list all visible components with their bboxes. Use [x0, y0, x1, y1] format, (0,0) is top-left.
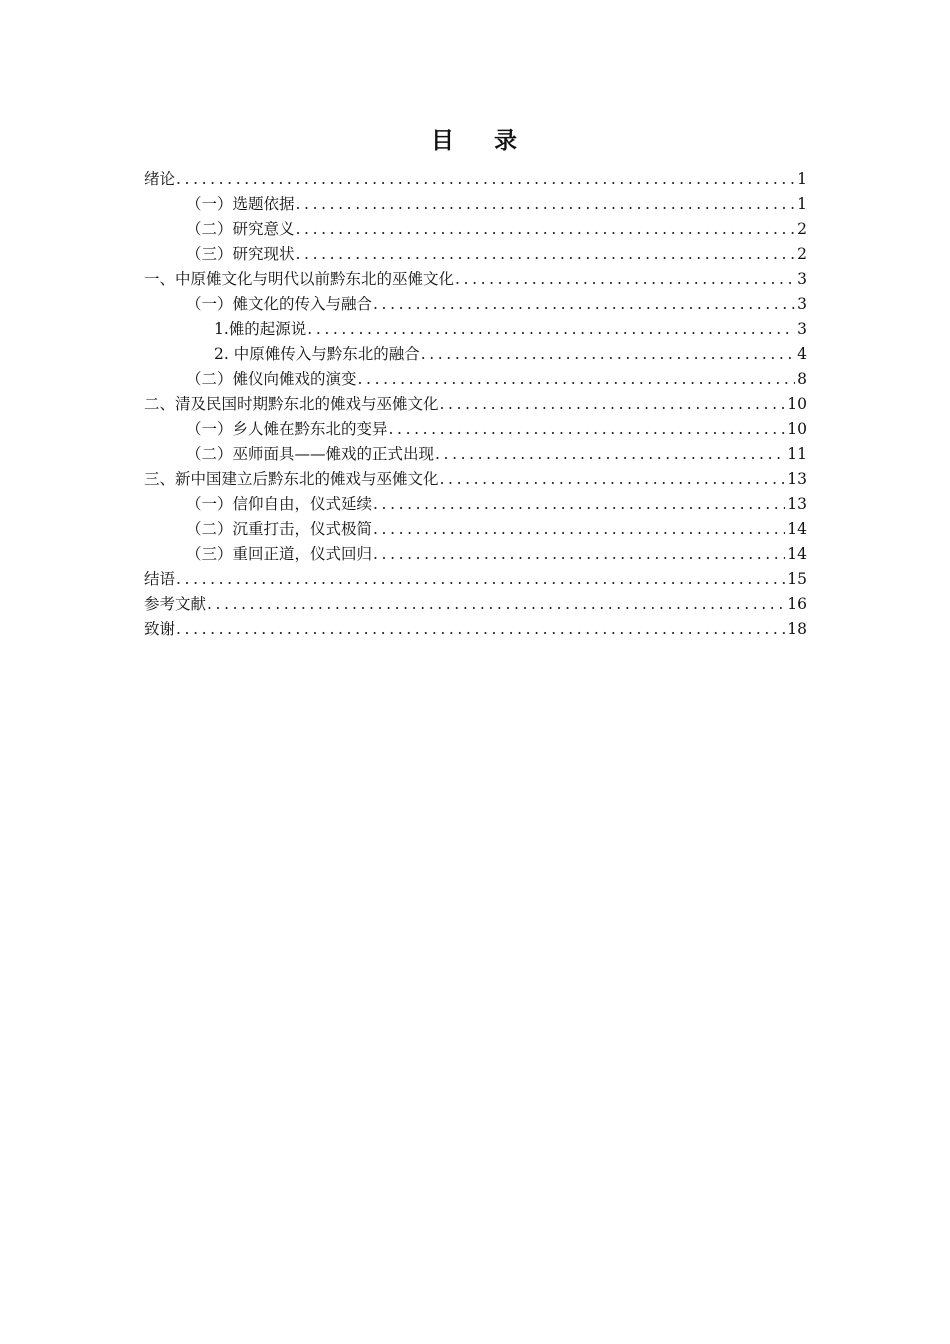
toc-entry-label: 结语	[144, 570, 176, 588]
dot-leader	[295, 217, 796, 242]
dot-leader	[372, 492, 785, 517]
toc-entry[interactable]	[144, 417, 807, 442]
toc-entry[interactable]	[144, 492, 807, 517]
dot-leader	[295, 192, 796, 217]
dot-leader	[175, 167, 795, 192]
toc-entry-page-number: 1	[797, 170, 807, 188]
dot-leader	[439, 392, 786, 417]
toc-entry-page-number: 14	[787, 545, 807, 563]
table-of-contents	[144, 167, 807, 642]
toc-entry[interactable]	[144, 342, 807, 367]
toc-entry-page-number: 3	[797, 295, 807, 313]
toc-entry[interactable]	[144, 317, 807, 342]
toc-entry-page-number: 13	[787, 470, 807, 488]
dot-leader	[454, 267, 795, 292]
toc-entry[interactable]	[144, 267, 807, 292]
toc-entry[interactable]	[144, 592, 807, 617]
toc-entry[interactable]	[144, 167, 807, 192]
dot-leader	[206, 592, 785, 617]
toc-entry[interactable]	[144, 517, 807, 542]
dot-leader	[439, 467, 786, 492]
dot-leader	[175, 567, 785, 592]
toc-entry-label: 参考文献	[144, 595, 207, 613]
toc-entry[interactable]	[144, 542, 807, 567]
title-char-2: 录	[494, 127, 519, 154]
toc-entry-page-number: 14	[787, 520, 807, 538]
toc-entry-page-number: 8	[797, 370, 807, 388]
toc-entry[interactable]	[144, 192, 807, 217]
dot-leader	[434, 442, 785, 467]
toc-entry-label: （一）信仰自由，仪式延续	[186, 495, 373, 513]
dot-leader	[420, 342, 795, 367]
dot-leader	[306, 317, 795, 342]
toc-entry-page-number: 2	[797, 245, 807, 263]
toc-entry[interactable]	[144, 442, 807, 467]
toc-entry-page-number: 10	[787, 420, 807, 438]
toc-entry-label: （二）傩仪向傩戏的演变	[186, 370, 357, 388]
toc-entry[interactable]	[144, 217, 807, 242]
toc-entry-label: （三）研究现状	[186, 245, 295, 263]
toc-entry-page-number: 10	[787, 395, 807, 413]
toc-entry-page-number: 3	[797, 270, 807, 288]
toc-entry[interactable]	[144, 617, 807, 642]
toc-entry-page-number: 18	[787, 620, 807, 638]
toc-entry-label: （一）乡人傩在黔东北的变异	[186, 420, 388, 438]
toc-entry[interactable]	[144, 367, 807, 392]
toc-entry-label: 三、新中国建立后黔东北的傩戏与巫傩文化	[144, 470, 439, 488]
toc-entry-page-number: 13	[787, 495, 807, 513]
toc-entry-label: （三）重回正道，仪式回归	[186, 545, 373, 563]
dot-leader	[372, 292, 795, 317]
dot-leader	[372, 542, 785, 567]
toc-entry-label: （二）沉重打击，仪式极简	[186, 520, 373, 538]
toc-entry-label: （二）巫师面具——傩戏的正式出现	[186, 445, 435, 463]
toc-entry-label: 1.傩的起源说	[214, 320, 307, 338]
toc-entry-page-number: 1	[797, 195, 807, 213]
dot-leader	[295, 242, 796, 267]
toc-entry[interactable]	[144, 392, 807, 417]
page-title	[0, 124, 950, 158]
dot-leader	[357, 367, 796, 392]
toc-entry[interactable]	[144, 242, 807, 267]
toc-entry-label: （一）傩文化的传入与融合	[186, 295, 373, 313]
dot-leader	[175, 617, 785, 642]
toc-entry[interactable]	[144, 292, 807, 317]
dot-leader	[388, 417, 786, 442]
toc-entry-label: 致谢	[144, 620, 176, 638]
toc-entry[interactable]	[144, 467, 807, 492]
toc-entry-page-number: 11	[787, 445, 807, 463]
dot-leader	[372, 517, 785, 542]
toc-entry-page-number: 2	[797, 220, 807, 238]
toc-entry-label: （二）研究意义	[186, 220, 295, 238]
toc-entry-label: 2. 中原傩传入与黔东北的融合	[214, 345, 420, 363]
toc-entry-label: 二、清及民国时期黔东北的傩戏与巫傩文化	[144, 395, 439, 413]
title-char-1: 目	[431, 127, 456, 154]
toc-entry-label: 绪论	[144, 170, 176, 188]
toc-entry[interactable]	[144, 567, 807, 592]
toc-entry-page-number: 4	[797, 345, 807, 363]
toc-entry-page-number: 15	[787, 570, 807, 588]
toc-entry-label: （一）选题依据	[186, 195, 295, 213]
toc-entry-label: 一、中原傩文化与明代以前黔东北的巫傩文化	[144, 270, 455, 288]
toc-entry-page-number: 16	[787, 595, 807, 613]
toc-entry-page-number: 3	[797, 320, 807, 338]
